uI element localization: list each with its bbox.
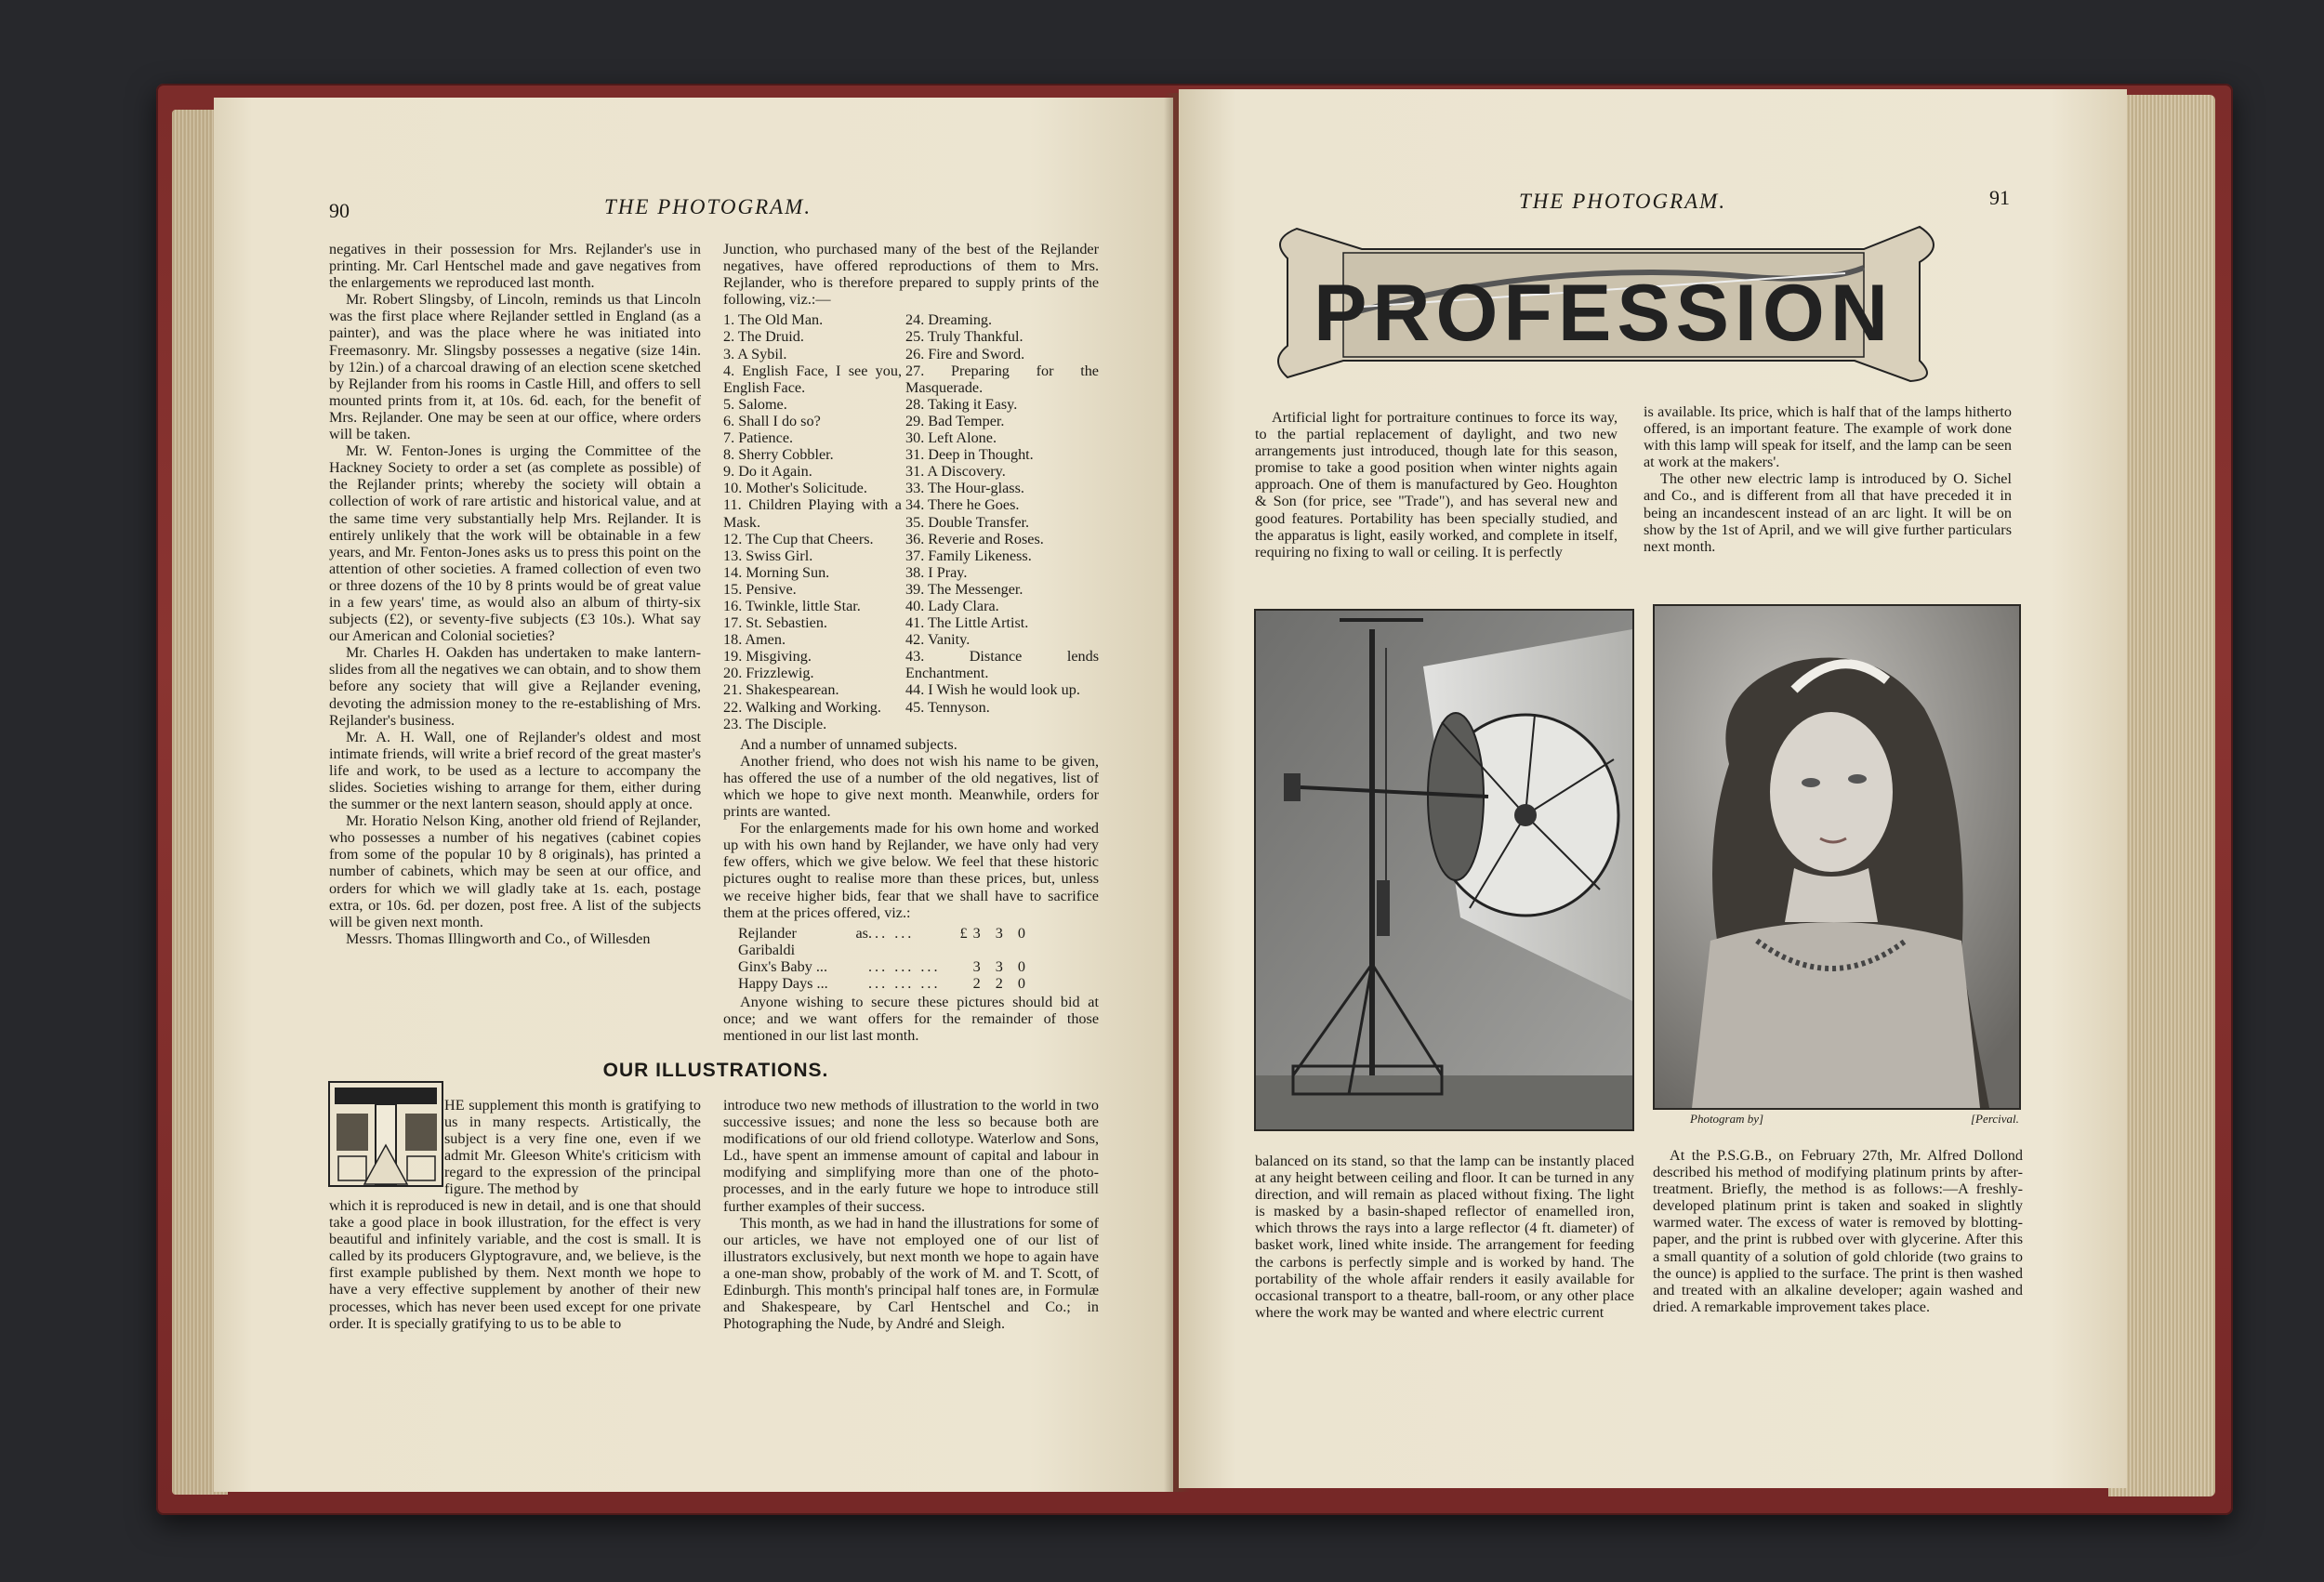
illustrations-first-lines: HE supplement this month is gratifying to us in many respects. Artistically, the subject is a very fine one, even if we admit Mr. Gleeson White's criticism with regard to the expression of the principal figure. The method by xyxy=(444,1097,701,1198)
paragraph: And a number of unnamed subjects. xyxy=(740,735,957,753)
subject-item: 28. Taking it Easy. xyxy=(905,395,1018,413)
price-value: 3 3 0 xyxy=(972,957,1031,975)
banner-title: PROFESSION xyxy=(1314,269,1894,358)
subject-list-right xyxy=(905,311,1099,732)
subject-item: 25. Truly Thankful. xyxy=(905,328,1023,346)
subject-item: 35. Double Transfer. xyxy=(905,513,1030,531)
subject-item: 11. Children Playing with a Mask. xyxy=(723,496,902,531)
paragraph: Messrs. Thomas Illingworth and Co., of Willesden xyxy=(346,929,651,947)
subject-item: 1. The Old Man. xyxy=(723,311,824,329)
right-column-c xyxy=(1255,1153,1634,1321)
subject-item: 4. English Face, I see you, English Face. xyxy=(723,362,902,396)
price-value: £3 3 0 xyxy=(959,924,1031,942)
subject-item: 39. The Messenger. xyxy=(905,580,1023,598)
price-item-name: Ginx's Baby ... xyxy=(738,957,827,975)
closing-paragraph: Anyone wishing to secure these pictures should bid at once; and we want offers for the remainder of those mentioned in our list last month. xyxy=(723,994,1099,1045)
subject-item: 16. Twinkle, little Star. xyxy=(723,597,861,614)
right-column-a xyxy=(1255,409,1618,560)
price-list xyxy=(738,925,1099,992)
paragraph: Mr. Charles H. Oakden has undertaken to make lantern-slides from all the negatives we can obtain, and to show them before any society that will give a Rejlander evening, devoting the admission money to the re-establishing of Mrs. Rejlander's business. xyxy=(329,644,701,729)
drop-cap-t-icon xyxy=(327,1080,444,1188)
subject-list xyxy=(723,311,1099,732)
paragraph: Mr. Robert Slingsby, of Lincoln, reminds us that Lincoln was the first place where Rejlander settled in England (as a painter), and was the place where he was initiated into Freemasonry. Mr. Slingsby possesses a negative (size 14in. by 12in.) of a charcoal drawing of an election scene sketched by Rejlander from his rooms in Castle Hill, and offers to sell mounted prints from it, at 10s. 6d. each, for the benefit of Mrs. Rejlander. One may be seen at our office, where orders will be taken. xyxy=(329,291,701,443)
subject-item: 20. Frizzlewig. xyxy=(723,665,814,682)
price-item-name: Happy Days ... xyxy=(738,975,828,993)
profession-banner xyxy=(1269,221,1938,384)
paragraph: is available. Its price, which is half that of the lamps hitherto offered, is an important feature. The example of work done with this lamp will speak for itself, and the lamp can be seen at work at the makers'. xyxy=(1644,403,2012,471)
paragraph: The other new electric lamp is introduced by O. Sichel and Co., and is different from all that have preceded it in being an incandescent instead of an arc light. It will be on show by the 1st of April, and we will give further particulars next month. xyxy=(1644,470,2012,555)
subject-item: 30. Left Alone. xyxy=(905,429,997,447)
portrait-photograph xyxy=(1653,604,2021,1110)
subject-item: 19. Misgiving. xyxy=(723,648,812,666)
subject-item: 42. Vanity. xyxy=(905,631,971,649)
subject-item: 22. Walking and Working. xyxy=(723,698,881,716)
intro-paragraph: Junction, who purchased many of the best of the Rejlander negatives, have offered reproductions of them to Mrs. Rejlander, who is therefore prepared to supply prints of the following, viz.:— xyxy=(723,241,1099,309)
subject-item: 36. Reverie and Roses. xyxy=(905,530,1044,547)
subject-item: 31. A Discovery. xyxy=(905,463,1006,481)
left-column-2 xyxy=(723,241,1099,1044)
subject-item: 40. Lady Clara. xyxy=(905,597,999,614)
subject-item: 3. A Sybil. xyxy=(723,345,787,363)
after-list-text xyxy=(723,736,1099,921)
paragraph: Mr. Horatio Nelson King, another old friend of Rejlander, who possesses a number of his negatives (cabinet copies from some of the popular 10 by 8 originals), has printed a number of cabinets, which may be seen at our office, and orders for which we will gladly take at 1s. each, postage extra, or 10s. 6d. per dozen, post free. A list of the subjects will be given next month. xyxy=(329,812,701,930)
running-head-right: THE PHOTOGRAM. xyxy=(1519,190,1727,213)
price-leader: ... ... ... xyxy=(868,975,941,993)
subject-item: 34. There he Goes. xyxy=(905,496,1020,514)
subject-item: 41. The Little Artist. xyxy=(905,614,1029,632)
subject-item: 7. Patience. xyxy=(723,429,794,447)
subject-item: 15. Pensive. xyxy=(723,580,797,598)
subject-item: 13. Swiss Girl. xyxy=(723,547,813,564)
paragraph: introduce two new methods of illustration to the world in two successive issues; and none the less so because both are modifications of our old friend collotype. Waterlow and Sons, Ld., have spent an immense amount of capital and labour in modifying and simplifying more than one of the photo-processes, and in the early future we hope to introduce still further examples of their success. xyxy=(723,1097,1099,1215)
subject-item: 26. Fire and Sword. xyxy=(905,345,1025,363)
subject-item: 18. Amen. xyxy=(723,631,786,649)
subject-item: 27. Preparing for the Masquerade. xyxy=(905,362,1099,396)
subject-item: 45. Tennyson. xyxy=(905,698,990,716)
subject-item: 10. Mother's Solicitude. xyxy=(723,480,867,497)
paragraph: Mr. W. Fenton-Jones is urging the Committee of the Hackney Society to order a set (as complete as possible) of the Rejlander prints; whereby the society will obtain a collection of work of rare artistic and historical value, and at the same time very substantially help Mrs. Rejlander. It is entirely unlikely that the work will be obtainable in a few years, and Mr. Fenton-Jones asks us to press this point on the attention of other societies. A framed collection of even two or three dozens of the 10 by 8 prints would be of great value in a few years' time, as would also an album of thirty-six subjects (£2), or seventy-five subjects (£3 10s.). What say our American and Colonial societies? xyxy=(329,442,701,645)
left-column-1 xyxy=(329,241,701,947)
subject-item: 38. I Pray. xyxy=(905,563,968,581)
price-leader: ... ... xyxy=(868,924,915,942)
subject-item: 2. The Druid. xyxy=(723,328,804,346)
paragraph: For the enlargements made for his own home and worked up with his own hand by Rejlander, we have only had very few offers, which we give below. We feel that these historic pictures ought to realise more than these prices, but, unless we receive higher bids, fear that we shall have to sacrifice them at the prices offered, viz.: xyxy=(723,820,1099,921)
subject-item: 17. St. Sebastien. xyxy=(723,614,827,632)
price-value: 2 2 0 xyxy=(972,975,1031,993)
subject-item: 8. Sherry Cobbler. xyxy=(723,446,834,464)
subject-item: 24. Dreaming. xyxy=(905,311,993,329)
subject-item: 29. Bad Temper. xyxy=(905,412,1005,429)
subject-item: 12. The Cup that Cheers. xyxy=(723,530,874,547)
subject-item: 33. The Hour-glass. xyxy=(905,480,1024,497)
page-number-left: 90 xyxy=(329,199,350,222)
page-number-right: 91 xyxy=(1989,186,2010,209)
paragraph: Mr. A. H. Wall, one of Rejlander's oldest and most intimate friends, will write a brief record of the great master's life and work, to be used as a lecture to accompany the slides. Societies wishing to arrange for them, either during the summer or the next lantern season, should apply at once. xyxy=(329,728,701,813)
subject-item: 44. I Wish he would look up. xyxy=(905,681,1080,699)
section-heading: OUR ILLUSTRATIONS. xyxy=(602,1060,829,1081)
right-column-d xyxy=(1653,1147,2023,1315)
paragraph: At the P.S.G.B., on February 27th, Mr. Alfred Dollond described his method of modifying platinum prints by after-treatment. Briefly, the method is as follows:—A freshly-developed platinum print is taken and soaked in slightly warmed water. The excess of water is removed by blotting-paper, and the print is rubbed over with glycerine. After this a small quantity of a solution of gold chloride (two grains to the ounce) is applied to the surface. The print is then washed and treated with an alkaline developer; again washed and dried. A remarkable improvement takes place. xyxy=(1653,1147,2023,1315)
illustrations-col2 xyxy=(723,1097,1099,1332)
right-column-b xyxy=(1644,403,2012,555)
subject-item: 14. Morning Sun. xyxy=(723,563,830,581)
running-head-left: THE PHOTOGRAM. xyxy=(604,195,812,218)
price-leader: ... ... ... xyxy=(868,957,941,975)
subject-item: 37. Family Likeness. xyxy=(905,547,1032,564)
electric-lamp-image xyxy=(1256,611,1632,1129)
paragraph: negatives in their possession for Mrs. Rejlander's use in printing. Mr. Carl Hentschel made and gave negatives from the enlargements we reproduced last month. xyxy=(329,241,701,292)
price-item-name: Rejlander as Garibaldi xyxy=(738,924,868,958)
paragraph: Another friend, who does not wish his name to be given, has offered the use of a number of the old negatives, list of which we hope to give next month. Meanwhile, orders for prints are wanted. xyxy=(723,752,1099,821)
subject-item: 23. The Disciple. xyxy=(723,715,827,732)
price-row xyxy=(738,958,1099,975)
photo-credit-left: Photogram by] xyxy=(1690,1112,1764,1126)
illustrations-col1: which it is reproduced is new in detail, and is one that should take a good place in book illustration, for the effect is very beautiful and infinitely variable, and the cost is small. It is called by its producers Glyptogravure, and, we believe, is the first example published by them. Next month we hope to have a very effective supplement by another of their new processes, which has never been used except for one private order. It is specially gratifying to us to be able to xyxy=(329,1197,701,1332)
subject-item: 43. Distance lends Enchantment. xyxy=(905,648,1099,682)
subject-item: 21. Shakespearean. xyxy=(723,681,839,699)
paragraph: This month, as we had in hand the illustrations for some of our articles, we have not employed one of our list of illustrators exclusively, but next month we hope to again have a one-man show, probably of the work of M. and T. Scott, of Edinburgh. This month's principal half tones are, in Formulæ and Shakespeare, by Carl Hentschel and Co.; in Photographing the Nude, by André and Sleigh. xyxy=(723,1214,1099,1333)
subject-item: 31. Deep in Thought. xyxy=(905,446,1034,464)
lamp-photograph xyxy=(1254,609,1634,1131)
price-row xyxy=(738,925,1099,958)
subject-list-left xyxy=(723,311,902,732)
subject-item: 9. Do it Again. xyxy=(723,463,812,481)
paragraph: Artificial light for portraiture continues to force its way, to the partial replacement of daylight, and two new arrangements just introduced, though late for this season, promise to take a good position when winter nights again approach. One of them is manufactured by Geo. Houghton & Son (for price, see "Trade"), and has several new and good features. Portability has been specially studied, and the apparatus is light, easily worked, and complete in itself, requiring no fixing to wall or ceiling. It is perfectly xyxy=(1255,409,1618,560)
photo-credit-right: [Percival. xyxy=(1971,1112,2019,1126)
price-row xyxy=(738,975,1099,992)
paragraph: balanced on its stand, so that the lamp can be instantly placed at any height between ceiling and floor. It can be turned in any direction, and will remain as placed without fixing. The light is masked by a basin-shaped reflector of enamelled iron, which throws the rays into a large reflector (4 ft. diameter) of basket work, lined white inside. The arrangement for feeding the carbons is perfectly simple and is worked by hand. The portability of the whole affair renders it easily available for occasional transport to a theatre, ball-room, or any other place where the work may be wanted and where electric current xyxy=(1255,1153,1634,1321)
subject-item: 5. Salome. xyxy=(723,395,787,413)
woman-portrait-image xyxy=(1655,606,2019,1108)
subject-item: 6. Shall I do so? xyxy=(723,412,821,429)
